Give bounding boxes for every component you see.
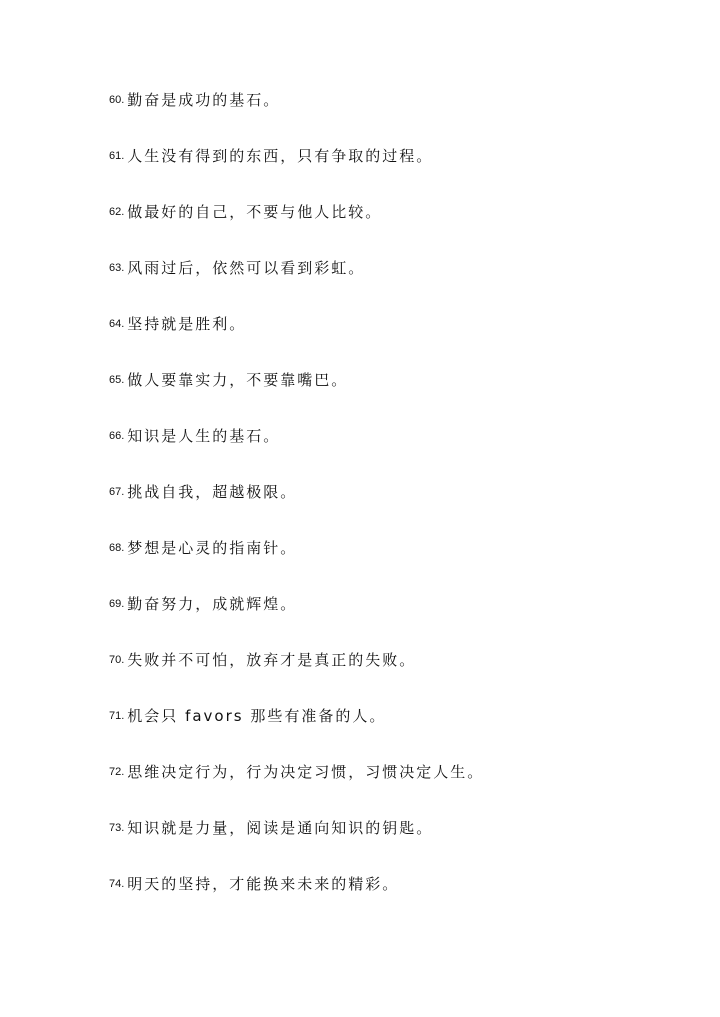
item-number: 69. [109, 598, 125, 610]
item-text: 风雨过后，依然可以看到彩虹。 [127, 258, 366, 277]
list-item [109, 812, 433, 842]
item-text: 挑战自我，超越极限。 [127, 482, 298, 501]
item-number: 65. [109, 374, 125, 386]
item-number: 63. [109, 262, 125, 274]
list-item [109, 644, 416, 674]
item-number: 72. [109, 766, 125, 778]
item-text: 坚持就是胜利。 [127, 314, 247, 333]
list-item [109, 196, 382, 226]
item-number: 66. [109, 430, 125, 442]
list-item [109, 700, 386, 730]
item-number: 68. [109, 542, 125, 554]
list-item [109, 308, 246, 338]
item-text: 做人要靠实力，不要靠嘴巴。 [127, 370, 349, 389]
list-item [109, 84, 280, 114]
item-text: 人生没有得到的东西，只有争取的过程。 [127, 146, 434, 165]
item-number: 67. [109, 486, 125, 498]
list-item [109, 252, 365, 282]
item-number: 70. [109, 654, 125, 666]
item-number: 60. [109, 94, 125, 106]
item-text: 机会只 favors 那些有准备的人。 [127, 706, 387, 725]
list-item [109, 756, 484, 786]
list-item [109, 140, 433, 170]
item-number: 74. [109, 878, 125, 890]
list-item [109, 476, 297, 506]
item-text: 勤奋努力，成就辉煌。 [127, 594, 298, 613]
list-item [109, 532, 297, 562]
item-text: 思维决定行为，行为决定习惯，习惯决定人生。 [127, 762, 485, 781]
list-item [109, 588, 297, 618]
item-text: 知识就是力量，阅读是通向知识的钥匙。 [127, 818, 434, 837]
item-text: 梦想是心灵的指南针。 [127, 538, 298, 557]
item-number: 61. [109, 150, 125, 162]
list-item [109, 868, 399, 898]
item-text: 失败并不可怕，放弃才是真正的失败。 [127, 650, 417, 669]
list-item [109, 420, 280, 450]
item-text: 明天的坚持，才能换来未来的精彩。 [127, 874, 400, 893]
list-item [109, 364, 348, 394]
item-number: 73. [109, 822, 125, 834]
item-number: 71. [109, 710, 125, 722]
item-text: 知识是人生的基石。 [127, 426, 281, 445]
item-number: 64. [109, 318, 125, 330]
item-text: 做最好的自己，不要与他人比较。 [127, 202, 383, 221]
item-number: 62. [109, 206, 125, 218]
item-text: 勤奋是成功的基石。 [127, 90, 281, 109]
